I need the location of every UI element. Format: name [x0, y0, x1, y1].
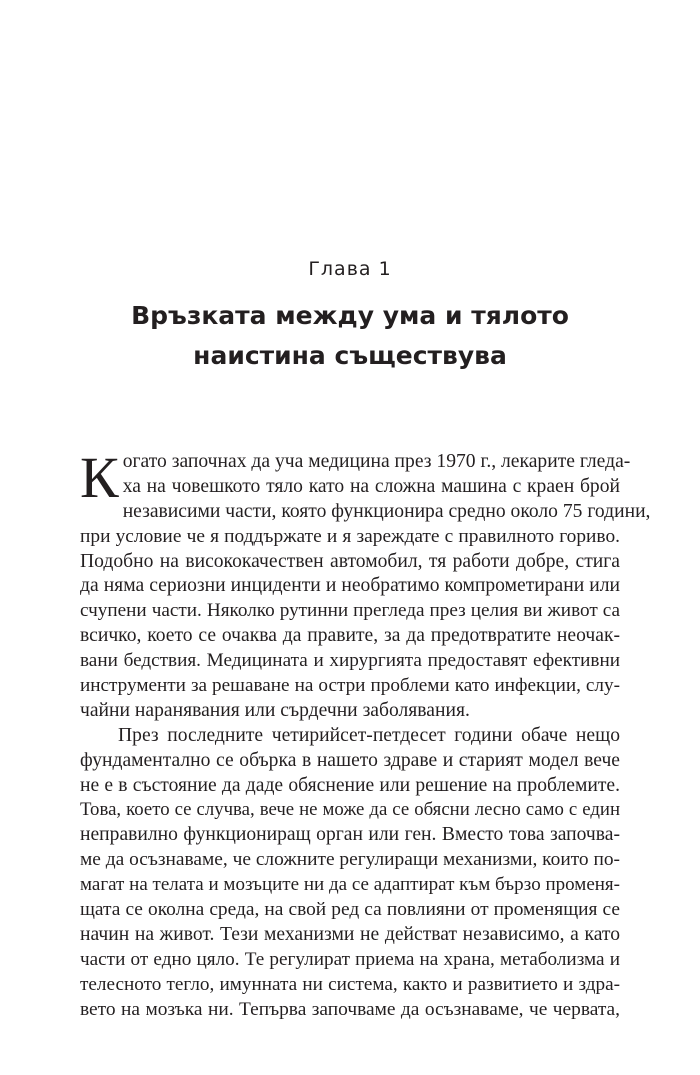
chapter-label: Глава 1 [308, 258, 392, 280]
text-line: счупени части. Няколко рутинни прегледа през целия ви живот са [80, 600, 620, 622]
text-line: телесното тегло, имунната ни система, както и развитието и здра- [80, 973, 620, 995]
text-line: не е в състояние да даде обяснение или решение на проблемите. [80, 774, 620, 796]
text-line: вани бедствия. Медицината и хирургията предоставят ефективни [80, 650, 620, 672]
text-line: независими части, която функционира средно около 75 години, [122, 500, 651, 522]
chapter-title [100, 296, 600, 376]
text-line: огато започнах да уча медицина през 1970 г., лекарите гледа- [122, 451, 631, 472]
text-line: неправилно функциониращ орган или ген. Вместо това започва- [80, 824, 620, 846]
text-line: начин на живот. Тези механизми не действат независимо, а като [80, 923, 620, 945]
paragraph-1 [80, 445, 651, 724]
paragraph-2 [80, 724, 620, 1023]
chapter-body [80, 445, 651, 1022]
text-line: щата се околна среда, на свой ред са повлияни от променящия се [80, 899, 620, 921]
text-line: да няма сериозни инциденти и необратимо компрометирани или [80, 575, 620, 597]
text-line: През последните четирийсет-петдесет години обаче нещо [118, 724, 620, 746]
text-line: Това, което се случва, вече не може да се обясни лесно само с един [80, 799, 620, 821]
text-line: всичко, което се очаква да правите, за да предотвратите неочак- [80, 625, 620, 647]
text-line: части от едно цяло. Те регулират приема на храна, метаболизма и [80, 948, 620, 970]
text-line: фундаментално се обърка в нашето здраве и старият модел вече [80, 749, 620, 771]
text-line: вето на мозъка ни. Тепърва започваме да осъзнаваме, че червата, [80, 998, 620, 1020]
chapter-title-line: наистина съществува [193, 341, 507, 370]
text-line: Подобно на висококачествен автомобил, тя работи добре, стига [80, 550, 620, 572]
text-line: ха на човешкото тяло като на сложна машина с краен брой [122, 475, 620, 497]
text-line: магат на телата и мозъците ни да се адаптират към бързо променя- [80, 874, 620, 896]
chapter-title-line: Връзката между ума и тялото [131, 301, 569, 330]
drop-cap: К [80, 445, 119, 510]
text-line: ме да осъзнаваме, че сложните регулиращи механизми, които по- [80, 849, 620, 871]
text-line: при условие че я поддържате и я зареждате с правилното гориво. [80, 525, 620, 547]
text-line: инструменти за решаване на остри проблеми като инфекции, слу- [80, 675, 620, 697]
text-line: чайни наранявания или сърдечни заболявания. [80, 699, 470, 721]
